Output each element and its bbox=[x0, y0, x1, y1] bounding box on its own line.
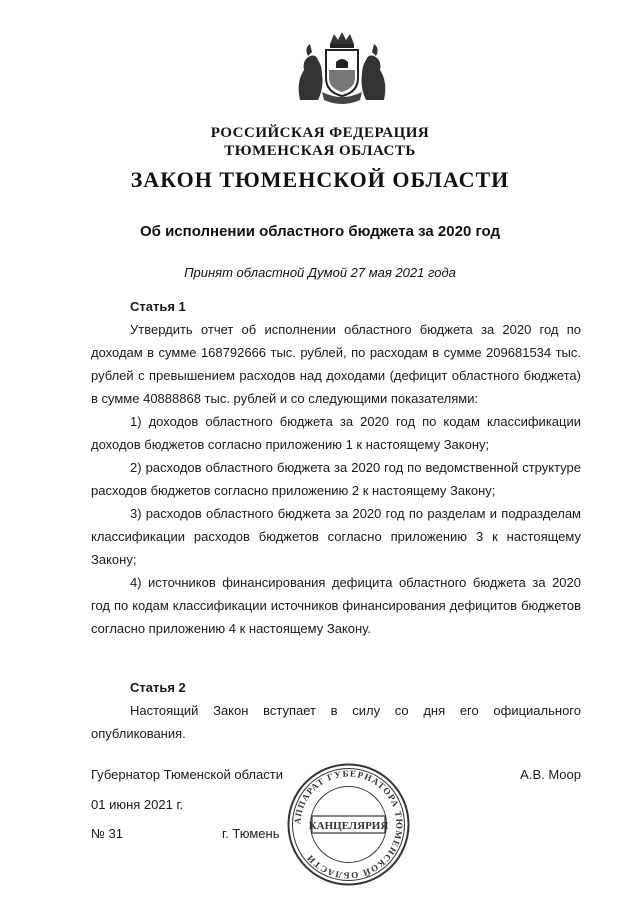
list-item: 4) источников финансирования дефицита областного бюджета за 2020 год по кодам классификации источников финансирования дефицитов бюджетов согласно приложению 4 к настоящему Закону. bbox=[91, 575, 581, 636]
law-title: Об исполнении областного бюджета за 2020 год bbox=[139, 223, 500, 240]
article-1-intro: Утвердить отчет об исполнении областного бюджета за 2020 год по доходам в сумме 168792666 тыс. рублей, по расходам в сумме 209681534 тыс. рублей с превышением расходов над доходами (дефицит областного бюджета) в сумме 40888868 тыс. рублей и со следующими показателями: bbox=[91, 322, 581, 406]
article-1 bbox=[91, 295, 581, 640]
tyumen-coat-of-arms-icon bbox=[282, 30, 402, 110]
governor-title: Губернатор Тюменской области bbox=[91, 767, 283, 782]
stamp-ring-text: АППАРАТ ГУБЕРНАТОРА ТЮМЕНСКОЙ ОБЛАСТИ bbox=[292, 768, 405, 881]
signing-date: 01 июня 2021 г. bbox=[91, 797, 184, 812]
article-1-heading: Статья 1 bbox=[130, 299, 186, 314]
article-2-text: Настоящий Закон вступает в силу со дня его официального опубликования. bbox=[91, 703, 581, 741]
stamp-center-text: КАНЦЕЛЯРИЯ bbox=[308, 820, 389, 832]
article-2-heading: Статья 2 bbox=[130, 680, 186, 695]
region-name: ТЮМЕНСКАЯ ОБЛАСТЬ bbox=[224, 143, 416, 159]
article-2 bbox=[91, 676, 581, 745]
signing-city: г. Тюмень bbox=[222, 826, 280, 841]
law-number: № 31 bbox=[91, 826, 124, 841]
list-item: 3) расходов областного бюджета за 2020 год по разделам и подразделам классификации расходов бюджетов согласно приложению 3 к настоящему Закону; bbox=[91, 506, 581, 567]
adoption-note: Принят областной Думой 27 мая 2021 года bbox=[184, 265, 456, 280]
office-stamp bbox=[286, 762, 411, 887]
list-item: 2) расходов областного бюджета за 2020 год по ведомственной структуре расходов бюджетов согласно приложению 2 к настоящему Закону; bbox=[91, 460, 581, 498]
governor-signature: А.В. Моор bbox=[520, 767, 581, 782]
document-type: ЗАКОН ТЮМЕНСКОЙ ОБЛАСТИ bbox=[130, 167, 510, 192]
country-name: РОССИЙСКАЯ ФЕДЕРАЦИЯ bbox=[210, 125, 430, 141]
list-item: 1) доходов областного бюджета за 2020 год по кодам классификации доходов бюджетов согласно приложению 1 к настоящему Закону; bbox=[91, 414, 581, 452]
